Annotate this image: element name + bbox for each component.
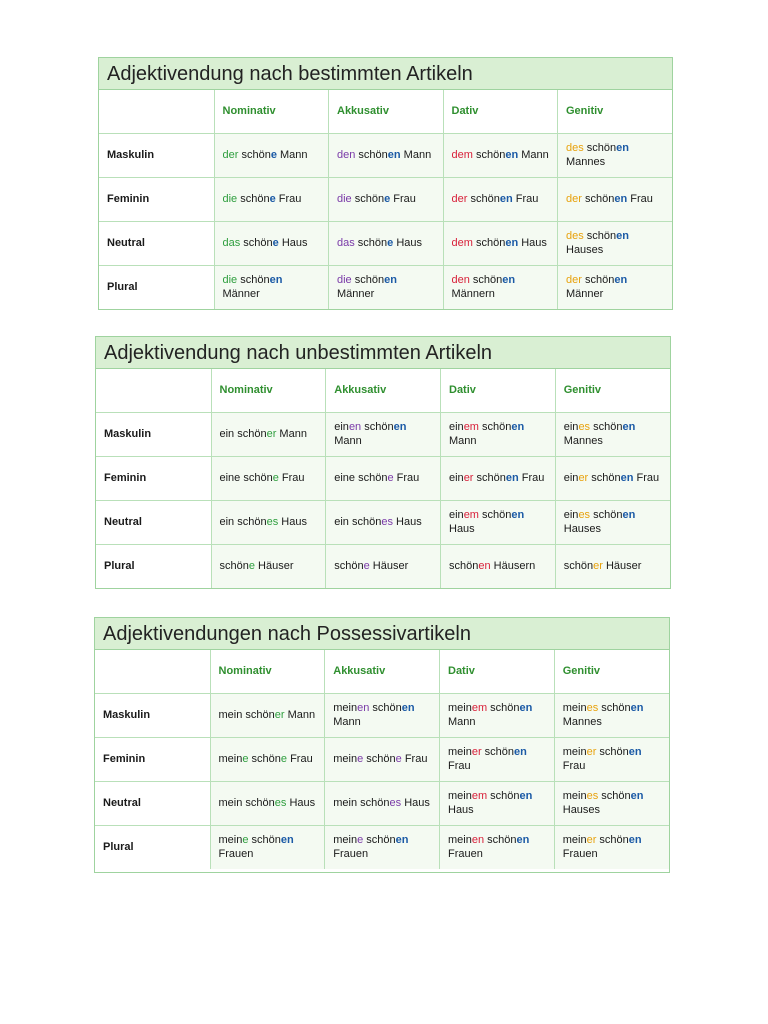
row-label: Neutral	[96, 500, 211, 544]
cell-text-segment: en	[505, 149, 519, 161]
cell-text-segment: schön	[581, 193, 615, 205]
table-row	[99, 265, 672, 309]
cell-text-segment: schön	[351, 193, 385, 205]
cell-text-segment: en	[505, 472, 519, 484]
cell-text-segment: schön	[354, 237, 388, 249]
cell-text-segment: Mann	[284, 709, 316, 721]
cell-text-segment: schön	[369, 702, 402, 714]
declension-grid	[95, 650, 669, 869]
row-label: Feminin	[96, 456, 211, 500]
cell-text-segment: mein	[333, 753, 358, 765]
cell-text-segment: en	[514, 746, 527, 758]
cell-text-segment: schön	[484, 834, 517, 847]
header-cell: Nominativ	[211, 369, 326, 412]
cell-text-segment: er	[471, 746, 482, 758]
table-cell	[211, 456, 326, 500]
table-row	[99, 133, 672, 177]
table-cell	[443, 177, 558, 221]
cell-text-segment: mein	[562, 790, 587, 802]
cell-text-segment: Frau	[518, 472, 545, 484]
cell-text-segment: schön	[248, 834, 281, 847]
cell-text-segment: mein	[333, 702, 358, 714]
cell-text-segment: schön	[240, 237, 273, 249]
cell-text-segment: Mannes	[566, 156, 606, 168]
cell-text-segment: ein	[334, 421, 349, 433]
cell-text-segment: mein	[448, 746, 472, 758]
table-cell	[443, 221, 558, 265]
cell-text-segment: ein	[449, 509, 464, 521]
row-label: Plural	[95, 825, 210, 869]
table-cell	[210, 737, 325, 781]
table-cell	[440, 825, 555, 869]
header-cell	[96, 369, 211, 412]
cell-text-segment: en	[280, 834, 294, 847]
table-cell	[326, 544, 441, 588]
cell-text-segment: schön	[590, 509, 623, 521]
table-row	[95, 737, 669, 781]
cell-text-segment: es	[389, 797, 402, 809]
cell-text-segment: schön	[467, 193, 500, 205]
table-cell	[558, 177, 673, 221]
cell-text-segment: der	[566, 274, 582, 287]
table-cell	[210, 781, 325, 825]
cell-text-segment: Haus	[448, 804, 474, 816]
cell-text-segment: Haus	[278, 516, 307, 528]
cell-text-segment: schön	[598, 790, 631, 802]
cell-text-segment: en	[620, 472, 634, 484]
table-title: Adjektivendung nach bestimmten Artikeln	[99, 58, 672, 90]
table-row	[96, 544, 670, 588]
table-cell	[329, 177, 444, 221]
cell-text-segment: Häuser	[254, 560, 294, 573]
cell-text-segment: er	[593, 560, 603, 573]
cell-text-segment: Frau	[448, 760, 471, 772]
header-cell: Akkusativ	[326, 369, 441, 412]
table-row	[96, 500, 670, 544]
cell-text-segment: Häusern	[490, 560, 536, 573]
cell-text-segment: er	[586, 746, 597, 758]
cell-text-segment: Frau	[275, 193, 302, 205]
table-cell	[326, 456, 441, 500]
cell-text-segment: mein	[218, 753, 243, 765]
cell-text-segment: en	[505, 237, 519, 249]
header-cell: Genitiv	[554, 650, 669, 693]
table-cell	[443, 265, 558, 309]
table-cell	[325, 825, 440, 869]
table-cell	[554, 781, 669, 825]
cell-text-segment: em	[463, 421, 479, 433]
table-cell	[211, 544, 326, 588]
cell-text-segment: Mann	[276, 149, 308, 161]
header-cell: Genitiv	[558, 90, 673, 133]
cell-text-segment: Frau	[401, 753, 428, 765]
cell-text-segment: en	[519, 702, 533, 714]
cell-text-segment: mein	[333, 834, 358, 847]
cell-text-segment: en	[616, 142, 630, 154]
cell-text-segment: es	[266, 516, 279, 528]
cell-text-segment: er	[274, 709, 285, 721]
cell-text-segment: ein	[563, 421, 579, 433]
cell-text-segment: e	[357, 834, 364, 847]
declension-grid	[96, 369, 670, 588]
cell-text-segment: Haus	[401, 797, 430, 809]
cell-text-segment: en	[401, 702, 415, 714]
header-cell: Nominativ	[210, 650, 325, 693]
table-possessivartikel	[94, 617, 670, 873]
cell-text-segment: ein schön	[334, 516, 382, 528]
cell-text-segment: schön	[583, 142, 617, 154]
cell-text-segment: em	[471, 702, 488, 714]
cell-text-segment: den	[337, 149, 356, 161]
cell-text-segment: Frau	[627, 193, 653, 205]
cell-text-segment: Haus	[286, 797, 316, 809]
cell-text-segment: e	[395, 753, 402, 765]
cell-text-segment: Frau	[633, 472, 660, 484]
cell-text-segment: Männer	[337, 288, 375, 301]
header-cell: Dativ	[441, 369, 556, 412]
cell-text-segment: die	[337, 274, 352, 287]
cell-text-segment: schön	[581, 274, 615, 287]
cell-text-segment: e	[269, 193, 276, 205]
cell-text-segment: schön	[473, 472, 506, 484]
cell-text-segment: Haus	[393, 237, 423, 249]
cell-text-segment: des	[566, 230, 584, 242]
row-label: Feminin	[99, 177, 214, 221]
table-cell	[558, 265, 673, 309]
declension-grid	[99, 90, 672, 309]
table-cell	[214, 133, 329, 177]
cell-text-segment: Frauen	[562, 848, 598, 861]
cell-text-segment: schön	[598, 702, 631, 714]
table-unbestimmte-artikel	[95, 336, 671, 589]
cell-text-segment: eine schön	[334, 472, 388, 484]
cell-text-segment: schön	[238, 149, 271, 161]
cell-text-segment: en	[357, 702, 370, 714]
cell-text-segment: den	[451, 274, 470, 287]
header-row	[96, 369, 670, 412]
cell-text-segment: schön	[472, 237, 506, 249]
cell-text-segment: es	[586, 790, 599, 802]
row-label: Plural	[96, 544, 211, 588]
cell-text-segment: Frau	[562, 760, 586, 772]
cell-text-segment: schön	[481, 746, 515, 758]
cell-text-segment: schön	[487, 790, 520, 802]
header-row	[95, 650, 669, 693]
header-cell	[99, 90, 214, 133]
cell-text-segment: en	[393, 421, 407, 433]
cell-text-segment: en	[516, 834, 530, 847]
cell-text-segment: Mann	[449, 435, 477, 447]
cell-text-segment: Frauen	[448, 848, 483, 861]
table-cell	[555, 456, 670, 500]
cell-text-segment: schön	[363, 834, 396, 847]
table-cell	[558, 133, 673, 177]
cell-text-segment: schön	[248, 753, 281, 765]
table-cell	[555, 544, 670, 588]
cell-text-segment: en	[630, 702, 644, 714]
cell-text-segment: mein	[448, 702, 472, 714]
header-cell: Dativ	[443, 90, 558, 133]
cell-text-segment: Mannes	[563, 435, 603, 447]
cell-text-segment: das	[337, 237, 355, 249]
cell-text-segment: eine schön	[219, 472, 273, 484]
table-cell	[555, 500, 670, 544]
cell-text-segment: Haus	[449, 523, 475, 535]
table-cell	[329, 133, 444, 177]
cell-text-segment: Männer	[222, 288, 260, 301]
cell-text-segment: en	[630, 790, 644, 802]
cell-text-segment: es	[586, 702, 599, 714]
cell-text-segment: en	[614, 274, 628, 287]
cell-text-segment: er	[578, 472, 589, 484]
table-cell	[554, 693, 669, 737]
cell-text-segment: Mann	[518, 149, 549, 161]
cell-text-segment: Mann	[448, 716, 476, 728]
cell-text-segment: ein schön	[219, 428, 267, 440]
cell-text-segment: ein	[449, 421, 464, 433]
cell-text-segment: ein	[563, 509, 579, 521]
cell-text-segment: e	[280, 753, 288, 765]
cell-text-segment: er	[266, 428, 277, 440]
cell-text-segment: mein	[448, 834, 472, 847]
cell-text-segment: dem	[451, 237, 473, 249]
table-row	[99, 221, 672, 265]
cell-text-segment: er	[463, 472, 474, 484]
cell-text-segment: en	[511, 421, 525, 433]
cell-text-segment: e	[357, 753, 364, 765]
cell-text-segment: ein schön	[219, 516, 267, 528]
cell-text-segment: en	[622, 509, 636, 521]
cell-text-segment: Mann	[276, 428, 307, 440]
cell-text-segment: mein schön	[333, 797, 390, 809]
cell-text-segment: en	[616, 230, 630, 242]
table-cell	[440, 781, 555, 825]
cell-text-segment: mein	[218, 834, 243, 847]
cell-text-segment: en	[384, 274, 397, 287]
cell-text-segment: schön	[478, 421, 512, 433]
header-cell: Nominativ	[214, 90, 329, 133]
cell-text-segment: en	[395, 834, 409, 847]
header-cell: Dativ	[440, 650, 555, 693]
cell-text-segment: Frau	[390, 193, 416, 205]
table-cell	[441, 500, 556, 544]
table-title: Adjektivendungen nach Possessivartikeln	[95, 618, 669, 650]
cell-text-segment: e	[384, 193, 391, 205]
cell-text-segment: e	[248, 560, 255, 573]
cell-text-segment: e	[387, 472, 394, 484]
table-cell	[554, 737, 669, 781]
cell-text-segment: Mann	[400, 149, 432, 161]
cell-text-segment: schön	[351, 274, 385, 287]
cell-text-segment: schön	[478, 509, 512, 521]
cell-text-segment: Hauses	[562, 804, 601, 816]
cell-text-segment: schön	[237, 193, 270, 205]
cell-text-segment: e	[242, 834, 249, 847]
cell-text-segment: Haus	[392, 516, 422, 528]
table-row	[95, 693, 669, 737]
row-label: Maskulin	[96, 412, 211, 456]
cell-text-segment: Mannes	[562, 716, 602, 728]
table-title: Adjektivendung nach unbestimmten Artikeln	[96, 337, 670, 369]
header-cell	[95, 650, 210, 693]
cell-text-segment: e	[242, 753, 249, 765]
cell-text-segment: mein	[448, 790, 472, 802]
table-cell	[558, 221, 673, 265]
cell-text-segment: e	[363, 560, 370, 573]
cell-text-segment: der	[222, 149, 239, 161]
cell-text-segment: es	[578, 509, 591, 521]
table-bestimmte-artikel	[98, 57, 673, 310]
table-cell	[211, 412, 326, 456]
cell-text-segment: mein schön	[218, 797, 275, 809]
cell-text-segment: en	[269, 274, 283, 287]
cell-text-segment: Häuser	[369, 560, 409, 573]
cell-text-segment: schön	[487, 702, 520, 714]
cell-text-segment: Mann	[333, 716, 361, 728]
table-row	[95, 781, 669, 825]
table-cell	[441, 412, 556, 456]
cell-text-segment: schön	[449, 560, 479, 573]
cell-text-segment: schön	[583, 230, 617, 242]
cell-text-segment: schön	[363, 753, 396, 765]
table-cell	[329, 221, 444, 265]
cell-text-segment: schön	[596, 746, 629, 758]
cell-text-segment: en	[614, 193, 628, 205]
cell-text-segment: das	[222, 237, 241, 249]
header-cell: Akkusativ	[325, 650, 440, 693]
row-label: Plural	[99, 265, 214, 309]
cell-text-segment: em	[471, 790, 488, 802]
table-cell	[214, 265, 329, 309]
cell-text-segment: schön	[355, 149, 388, 161]
cell-text-segment: die	[222, 274, 238, 287]
table-cell	[443, 133, 558, 177]
cell-text-segment: e	[272, 237, 279, 249]
cell-text-segment: en	[478, 560, 491, 573]
table-row	[99, 177, 672, 221]
table-cell	[326, 412, 441, 456]
header-row	[99, 90, 672, 133]
cell-text-segment: ein	[563, 472, 579, 484]
cell-text-segment: en	[348, 421, 362, 433]
cell-text-segment: Frauen	[218, 848, 254, 861]
table-cell	[325, 693, 440, 737]
cell-text-segment: mein	[562, 834, 587, 847]
cell-text-segment: es	[578, 421, 591, 433]
cell-text-segment: Haus	[278, 237, 308, 249]
table-row	[95, 825, 669, 869]
cell-text-segment: des	[566, 142, 584, 154]
cell-text-segment: er	[586, 834, 597, 847]
cell-text-segment: die	[337, 193, 352, 205]
cell-text-segment: Hauses	[566, 244, 604, 256]
cell-text-segment: schön	[237, 274, 270, 287]
cell-text-segment: es	[274, 797, 287, 809]
cell-text-segment: en	[628, 746, 642, 758]
table-row	[96, 412, 670, 456]
cell-text-segment: es	[381, 516, 393, 528]
row-label: Neutral	[99, 221, 214, 265]
row-label: Neutral	[95, 781, 210, 825]
cell-text-segment: Frau	[512, 193, 539, 205]
cell-text-segment: en	[471, 834, 485, 847]
cell-text-segment: en	[499, 193, 513, 205]
cell-text-segment: schön	[590, 421, 623, 433]
cell-text-segment: schön	[596, 834, 629, 847]
table-cell	[441, 544, 556, 588]
table-cell	[440, 693, 555, 737]
cell-text-segment: e	[387, 237, 394, 249]
cell-text-segment: Frauen	[333, 848, 369, 861]
cell-text-segment: schön	[219, 560, 249, 573]
table-cell	[555, 412, 670, 456]
cell-text-segment: en	[628, 834, 642, 847]
cell-text-segment: schön	[334, 560, 364, 573]
cell-text-segment: schön	[469, 274, 503, 287]
cell-text-segment: en	[519, 790, 533, 802]
cell-text-segment: en	[622, 421, 636, 433]
cell-text-segment: Männer	[566, 288, 604, 301]
table-cell	[441, 456, 556, 500]
table-cell	[214, 221, 329, 265]
table-cell	[210, 693, 325, 737]
table-cell	[214, 177, 329, 221]
cell-text-segment: dem	[451, 149, 473, 161]
cell-text-segment: Frau	[287, 753, 313, 765]
table-cell	[326, 500, 441, 544]
cell-text-segment: der	[566, 193, 582, 205]
table-cell	[329, 265, 444, 309]
cell-text-segment: schön	[563, 560, 594, 573]
table-cell	[210, 825, 325, 869]
cell-text-segment: mein	[562, 702, 587, 714]
cell-text-segment: e	[272, 472, 279, 484]
header-cell: Genitiv	[555, 369, 670, 412]
cell-text-segment: schön	[361, 421, 394, 433]
cell-text-segment: Männern	[451, 288, 495, 301]
cell-text-segment: Frau	[278, 472, 305, 484]
row-label: Maskulin	[99, 133, 214, 177]
row-label: Feminin	[95, 737, 210, 781]
table-cell	[325, 781, 440, 825]
cell-text-segment: Häuser	[602, 560, 642, 573]
cell-text-segment: mein schön	[218, 709, 275, 721]
cell-text-segment: en	[387, 149, 401, 161]
cell-text-segment: die	[222, 193, 238, 205]
cell-text-segment: en	[511, 509, 525, 521]
table-cell	[211, 500, 326, 544]
cell-text-segment: e	[270, 149, 277, 161]
table-cell	[554, 825, 669, 869]
cell-text-segment: Haus	[518, 237, 547, 249]
header-cell: Akkusativ	[329, 90, 444, 133]
table-cell	[440, 737, 555, 781]
cell-text-segment: Mann	[334, 435, 362, 447]
row-label: Maskulin	[95, 693, 210, 737]
cell-text-segment: mein	[562, 746, 587, 758]
table-cell	[325, 737, 440, 781]
cell-text-segment: schön	[472, 149, 506, 161]
cell-text-segment: en	[502, 274, 516, 287]
cell-text-segment: em	[463, 509, 479, 521]
table-row	[96, 456, 670, 500]
cell-text-segment: schön	[588, 472, 621, 484]
cell-text-segment: der	[451, 193, 468, 205]
cell-text-segment: ein	[449, 472, 464, 484]
cell-text-segment: Frau	[393, 472, 420, 484]
cell-text-segment: Hauses	[563, 523, 602, 535]
